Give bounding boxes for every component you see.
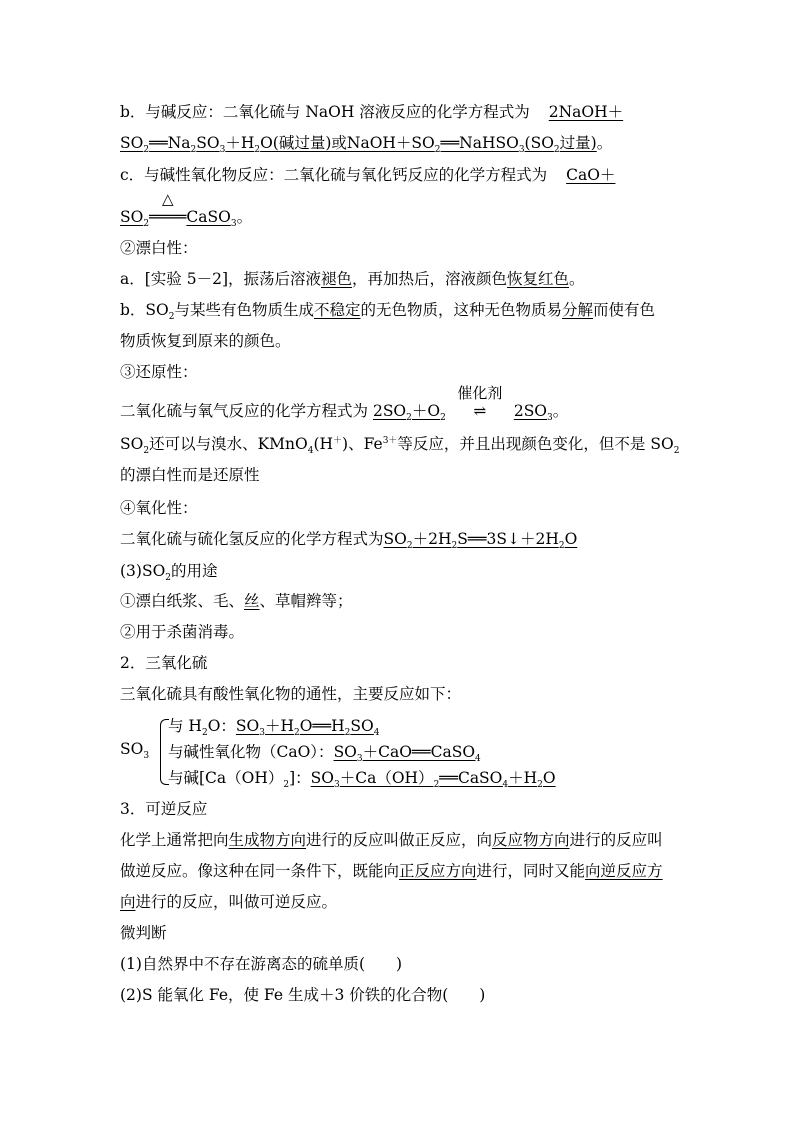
line-reversible-3: 向进行的反应，叫做可逆反应。 [120, 893, 338, 911]
answer-blank: 反应物方向 [492, 831, 570, 849]
line-bleach-mechanism: b．$SO_2$与某些有色物质生成不稳定的无色物质，这种无色物质易分解而使有色 [120, 301, 656, 323]
answer-blank: $SO_3+H_2O══H_2SO_4$ [235, 717, 380, 739]
line-cao-reaction [120, 164, 680, 186]
answer-blank: $SO_2$ △ ════CaSO$_3$ [120, 190, 237, 230]
text: c．与碱性氧化物反应：二氧化硫与氧化钙反应的化学方程式为 [120, 166, 548, 184]
question-1: (1)自然界中不存在游离态的硫单质( ) [120, 955, 403, 973]
text: b．与碱反应：二氧化硫与 NaOH 溶液反应的化学方程式为 [120, 103, 530, 121]
so3-label: $SO_3$ [120, 740, 150, 762]
so3-reaction-water: 与 $H_2O$：$SO_3+H_2O══H_2SO_4$ [168, 717, 380, 739]
heading-oxidizing: ④氧化性： [120, 499, 198, 517]
question-2: (2)S 能氧化 Fe，使 Fe 生成＋3 价铁的化合物( ) [120, 986, 486, 1004]
answer-blank: 2NaOH＋ [548, 103, 624, 121]
answer-blank: $SO_3+Ca(OH)_2══CaSO_4+H_2O$ [310, 769, 556, 791]
line-so3-intro: 三氧化硫具有酸性氧化物的通性，主要反应如下： [120, 685, 462, 703]
heading-so3: 2．三氧化硫 [120, 654, 208, 672]
answer-blank: $SO_3+CaO══CaSO_4$ [333, 743, 481, 765]
line-naoh-equation: $SO_2══Na_2SO_3+H_2O$(碱过量)或$NaOH+SO_2══NaHSO_3(SO_2$过量)。 [120, 134, 613, 156]
answer-blank: 恢复红色 [507, 270, 570, 288]
answer-blank: $SO_2+2H_2S══3S↓+2H_2O$ [383, 530, 578, 552]
answer-blank: 向逆反应方 [585, 862, 663, 880]
answer-blank: $SO_2══Na_2SO_3+H_2O$(碱过量)或$NaOH+SO_2══NaHSO_3(SO_2$过量) [120, 134, 597, 156]
so3-reaction-base: 与碱$[Ca(OH)_2]$：$SO_3+Ca(OH)_2══CaSO_4+H_2O$ [168, 769, 556, 791]
so3-reaction-cao: 与碱性氧化物（CaO）：$SO_3+CaO══CaSO_4$ [168, 743, 481, 765]
line-reversible-2: 做逆反应。像这种在同一条件下，既能向正反应方向进行，同时又能向逆反应方 [120, 862, 663, 880]
so3-reactions [120, 714, 620, 790]
line-cao-equation: $SO_2$ △ ════CaSO$_3$。 [120, 190, 253, 230]
answer-blank: 不稳定 [314, 301, 361, 319]
heat-symbol: △ [161, 190, 174, 208]
answer-blank: 褪色 [321, 270, 353, 288]
answer-blank: 生成物方向 [228, 831, 307, 849]
line-naoh-reaction [120, 101, 680, 123]
heading-judgement: 微判断 [120, 924, 167, 942]
line-use-1: ①漂白纸浆、毛、丝、草帽辫等； [120, 592, 353, 610]
line-bleach-cont: 物质恢复到原来的颜色。 [120, 332, 291, 350]
catalyst-label: 催化剂 [457, 384, 503, 402]
answer-blank: 分解 [562, 301, 594, 319]
line-experiment: a．[实验 5－2]，振荡后溶液褪色，再加热后，溶液颜色恢复红色。 [120, 270, 585, 288]
line-so2-other-cont: 的漂白性而是还原性 [120, 466, 260, 484]
answer-blank: 向 [120, 893, 136, 911]
answer-blank: $2SO_2+O_2$ 催化剂 ⇌ $2SO_3$ [372, 384, 553, 424]
heading-bleaching: ②漂白性： [120, 239, 198, 257]
heading-reversible: 3．可逆反应 [120, 800, 208, 818]
line-h2s-reaction: 二氧化硫与硫化氢反应的化学方程式为$SO_2+2H_2S══3S↓+2H_2O$ [120, 530, 578, 552]
heading-reducing: ③还原性： [120, 363, 198, 381]
line-oxygen-reaction: 二氧化硫与氧气反应的化学方程式为 $2SO_2+O_2$ 催化剂 ⇌ $2SO_3$。 [120, 384, 569, 424]
answer-blank: CaO＋ [566, 166, 616, 184]
line-reversible-1: 化学上通常把向生成物方向进行的反应叫做正反应，向反应物方向进行的反应叫 [120, 831, 663, 849]
line-use-2: ②用于杀菌消毒。 [120, 623, 245, 641]
answer-blank: 正反应方向 [399, 862, 477, 880]
line-so2-other: $SO_2$还可以与溴水、KMnO$_4$(H＋)、$Fe^{3+}$等反应，并且出现颜色变化，但不是 $SO_2$ [120, 435, 680, 457]
heading-uses: $(3)SO_2$的用途 [120, 562, 218, 584]
answer-blank: 丝 [244, 592, 260, 610]
